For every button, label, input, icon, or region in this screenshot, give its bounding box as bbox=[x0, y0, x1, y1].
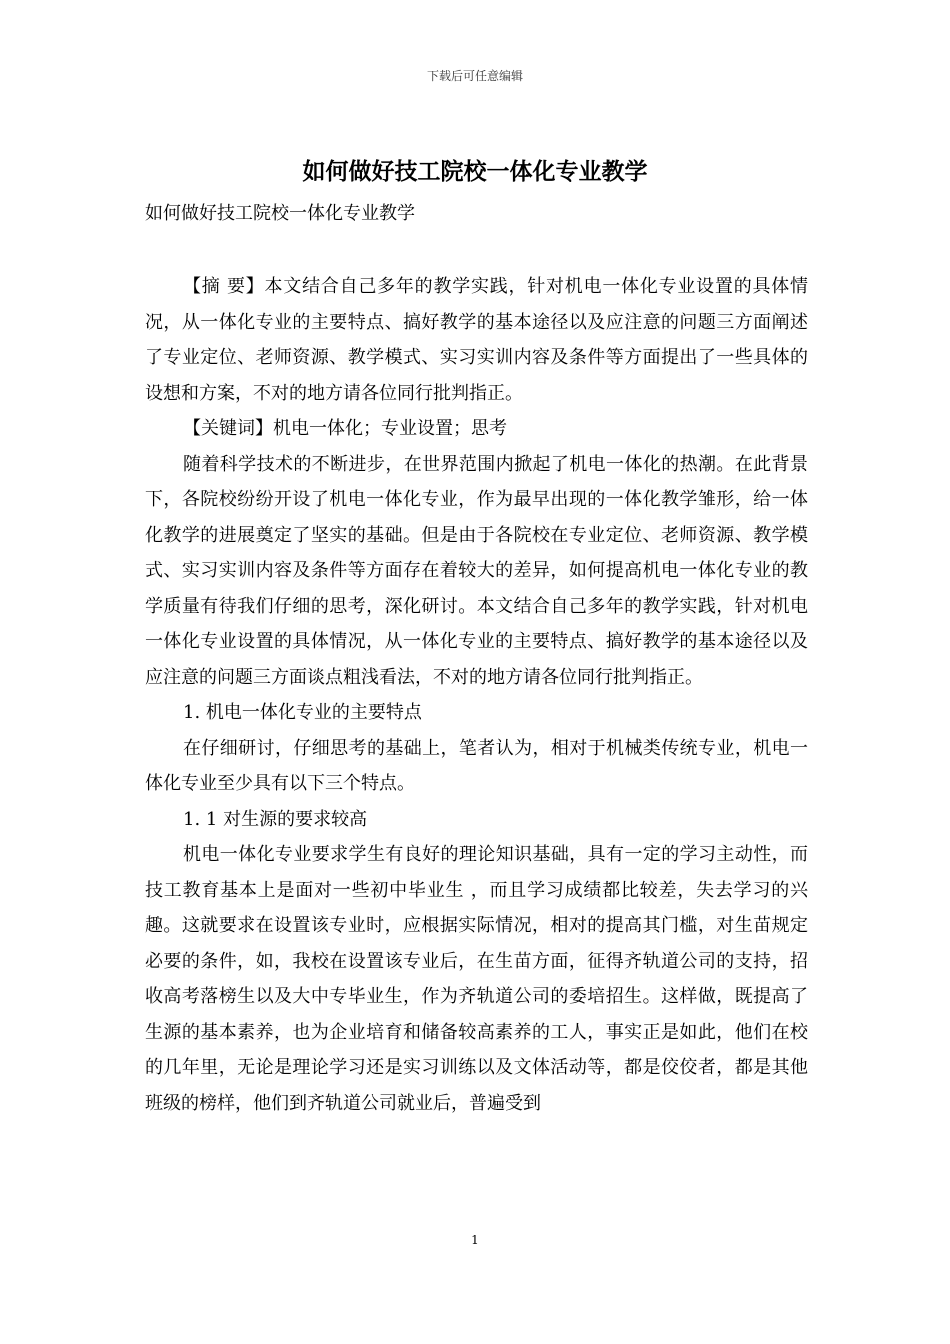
section-1-paragraph: 在仔细研讨，仔细思考的基础上，笔者认为，相对于机械类传统专业，机电一体化专业至少具有以下三个特点。 bbox=[145, 737, 808, 794]
section-heading-1-1: 1. 1 对生源的要求较高 bbox=[183, 808, 368, 830]
section-heading-1: 1. 机电一体化专业的主要特点 bbox=[183, 702, 422, 723]
keywords-paragraph: 【关键词】机电一体化；专业设置；思考 bbox=[183, 418, 507, 439]
abstract-paragraph: 【摘 要】本文结合自己多年的教学实践，针对机电一体化专业设置的具体情况，从一体化专业的主要特点、搞好教学的基本途径以及应注意的问题三方面阐述了专业定位、老师资源、教学模式、实习实训内容及条件等方面提出了一些具体的设想和方案，不对的地方请各位同行批判指正。 bbox=[145, 276, 808, 404]
page-number: 1 bbox=[471, 1233, 479, 1247]
intro-paragraph: 随着科学技术的不断进步，在世界范围内掀起了机电一体化的热潮。在此背景下，各院校纷纷开设了机电一体化专业，作为最早出现的一体化教学雏形，给一体化教学的进展奠定了坚实的基础。但是由于各院校在专业定位、老师资源、教学模式、实习实训内容及条件等方面存在着较大的差异，如何提高机电一体化专业的教学质量有待我们仔细的思考，深化研讨。本文结合自己多年的教学实践，针对机电一体化专业设置的具体情况，从一体化专业的主要特点、搞好教学的基本途径以及应注意的问题三方面谈点粗浅看法，不对的地方请各位同行批判指正。 bbox=[145, 453, 808, 688]
document-body bbox=[145, 269, 808, 1121]
document-subtitle: 如何做好技工院校一体化专业教学 bbox=[145, 203, 415, 224]
document-title: 如何做好技工院校一体化专业教学 bbox=[302, 158, 648, 185]
header-note: 下载后可任意编辑 bbox=[426, 69, 523, 83]
section-1-1-paragraph: 机电一体化专业要求学生有良好的理论知识基础，具有一定的学习主动性，而技工教育基本上是面对一些初中毕业生 ，而且学习成绩都比较差，失去学习的兴趣。这就要求在设置该专业时，应根据实际情况，相对的提高其门槛，对生苗规定必要的条件，如，我校在设置该专业后，在生苗方面，征得齐轨道公司的支持，招收高考落榜生以及大中专毕业生，作为齐轨道公司的委培招生。这样做，既提高了生源的基本素养，也为企业培育和储备较高素养的工人，事实正是如此，他们在校的几年里，无论是理论学习还是实习训练以及文体活动等，都是佼佼者，都是其他班级的榜样，他们到齐轨道公司就业后，普遍受到 bbox=[145, 844, 808, 1114]
